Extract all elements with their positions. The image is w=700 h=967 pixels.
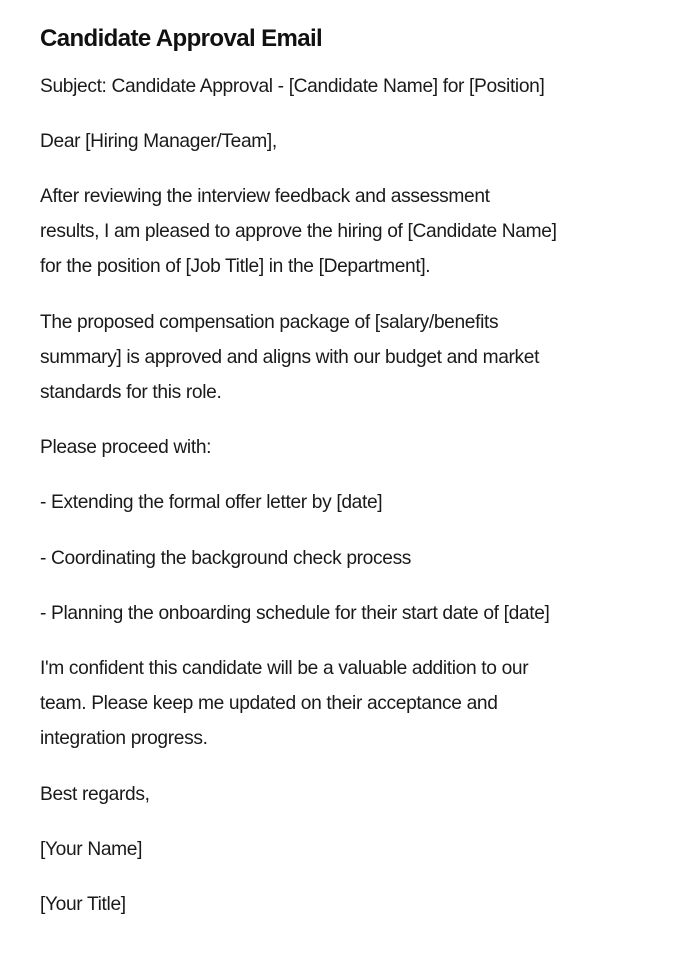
paragraph-approval xyxy=(40,179,557,284)
paragraph-line: After reviewing the interview feedback and assessment xyxy=(40,186,490,207)
paragraph-line: team. Please keep me updated on their acceptance and xyxy=(40,693,498,714)
paragraph-compensation xyxy=(40,305,539,410)
greeting: Dear [Hiring Manager/Team], xyxy=(40,131,277,152)
paragraph-confidence xyxy=(40,651,528,756)
paragraph-line: results, I am pleased to approve the hiring of [Candidate Name] xyxy=(40,221,557,242)
closing: Best regards, xyxy=(40,784,150,805)
action-item: - Planning the onboarding schedule for their start date of [date] xyxy=(40,603,550,624)
paragraph-line: standards for this role. xyxy=(40,382,222,403)
action-item: - Coordinating the background check process xyxy=(40,548,412,569)
paragraph-line: integration progress. xyxy=(40,728,208,749)
paragraph-line: for the position of [Job Title] in the [Department]. xyxy=(40,256,431,277)
action-item: - Extending the formal offer letter by [date] xyxy=(40,492,383,513)
paragraph-line: I'm confident this candidate will be a valuable addition to our xyxy=(40,658,529,679)
document-title: Candidate Approval Email xyxy=(40,25,323,52)
signature-name: [Your Name] xyxy=(40,839,143,860)
proceed-intro: Please proceed with: xyxy=(40,437,212,458)
subject-line: Subject: Candidate Approval - [Candidate Name] for [Position] xyxy=(40,76,545,97)
paragraph-line: The proposed compensation package of [salary/benefits xyxy=(40,312,499,333)
signature-title: [Your Title] xyxy=(40,894,126,915)
paragraph-line: summary] is approved and aligns with our budget and market xyxy=(40,347,540,368)
